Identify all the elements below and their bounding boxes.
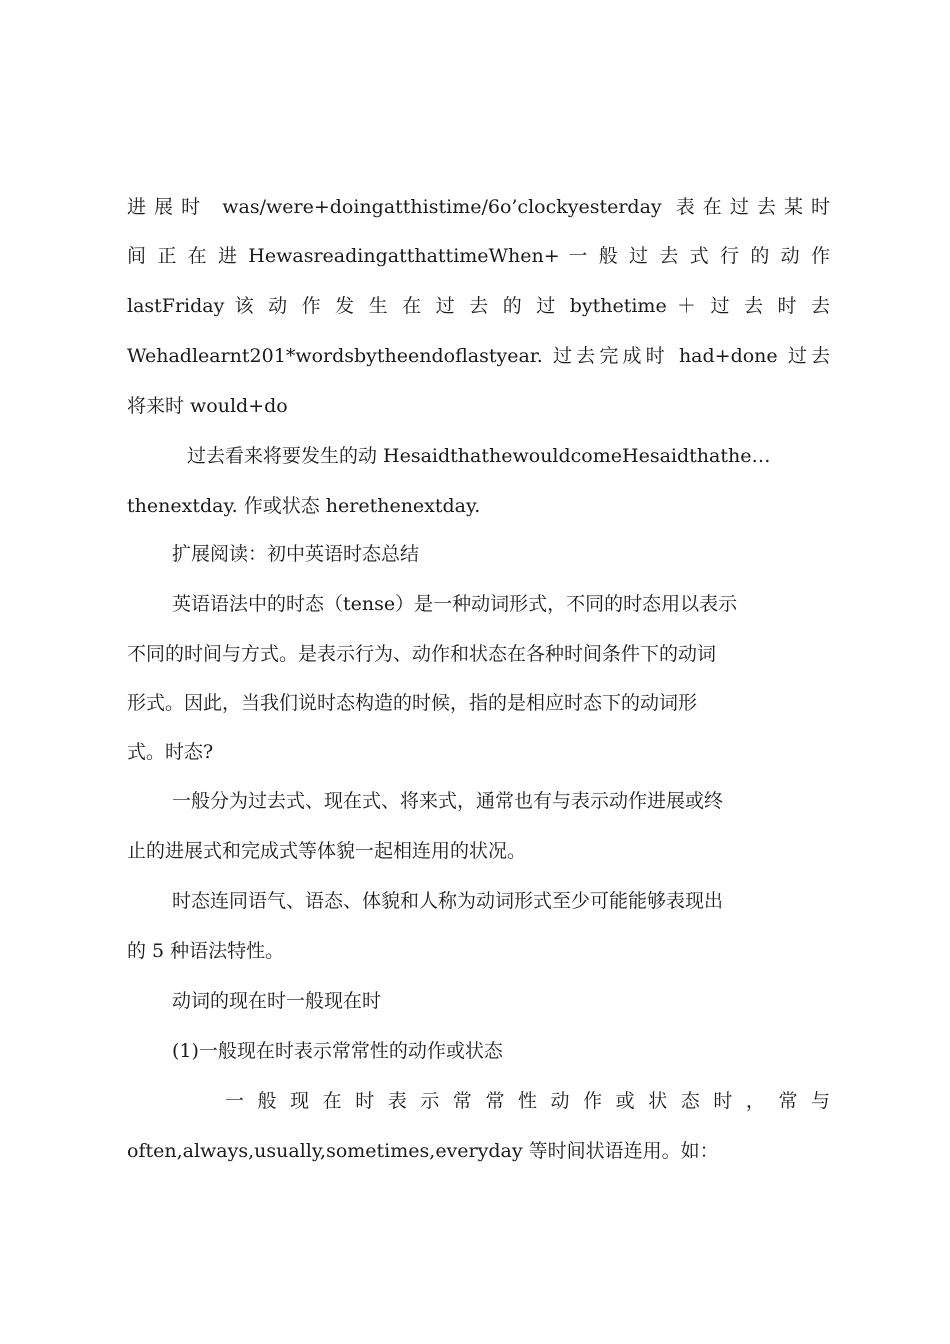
text-line: 时态连同语气、语态、体貌和人称为动词形式至少可能能够表现出 <box>172 890 724 912</box>
text-line: lastFriday 该 动 作 发 生 在 过 去 的 过 bythetime ＋ 过 去 时 去 <box>127 295 830 317</box>
text-line: 间 正 在 进 HewasreadingatthattimeWhen+ 一 般 过 去 式 行 的 动 作 <box>127 245 830 267</box>
text-line: 过去看来将要发生的动 HesaidthathewouldcomeHesaidthathe… <box>187 445 771 467</box>
text-line: 一 般 现 在 时 表 示 常 常 性 动 作 或 状 态 时 ， 常 与 <box>225 1090 830 1112</box>
text-line: 形式。因此，当我们说时态构造的时候，指的是相应时态下的动词形 <box>127 692 698 714</box>
text-line: 式。时态? <box>127 741 214 763</box>
text-line: 进展时 was/were+doingatthistime/6o’clockyesterday 表在过去某时 <box>127 196 830 218</box>
text-line: 英语语法中的时态（tense）是一种动词形式，不同的时态用以表示 <box>172 593 738 615</box>
text-line: thenextday. 作或状态 herethenextday. <box>127 495 481 517</box>
subheading: (1)一般现在时表示常常性的动作或状态 <box>172 1040 503 1062</box>
subheading: 动词的现在时一般现在时 <box>172 990 382 1012</box>
text-line: often,always,usually,sometimes,everyday 等时间状语连用。如： <box>127 1140 719 1162</box>
text-line: 的 5 种语法特性。 <box>127 940 285 962</box>
text-line: 止的进展式和完成式等体貌一起相连用的状况。 <box>127 840 527 862</box>
text-line: 不同的时间与方式。是表示行为、动作和状态在各种时间条件下的动词 <box>127 643 717 665</box>
text-line: 将来时 would+do <box>127 395 288 417</box>
text-line: 一般分为过去式、现在式、将来式，通常也有与表示动作进展或终 <box>172 790 724 812</box>
text-line: Wehadlearnt201*wordsbytheendoflastyear. 过去完成时 had+done 过去 <box>127 345 830 367</box>
section-heading: 扩展阅读：初中英语时态总结 <box>172 543 420 565</box>
